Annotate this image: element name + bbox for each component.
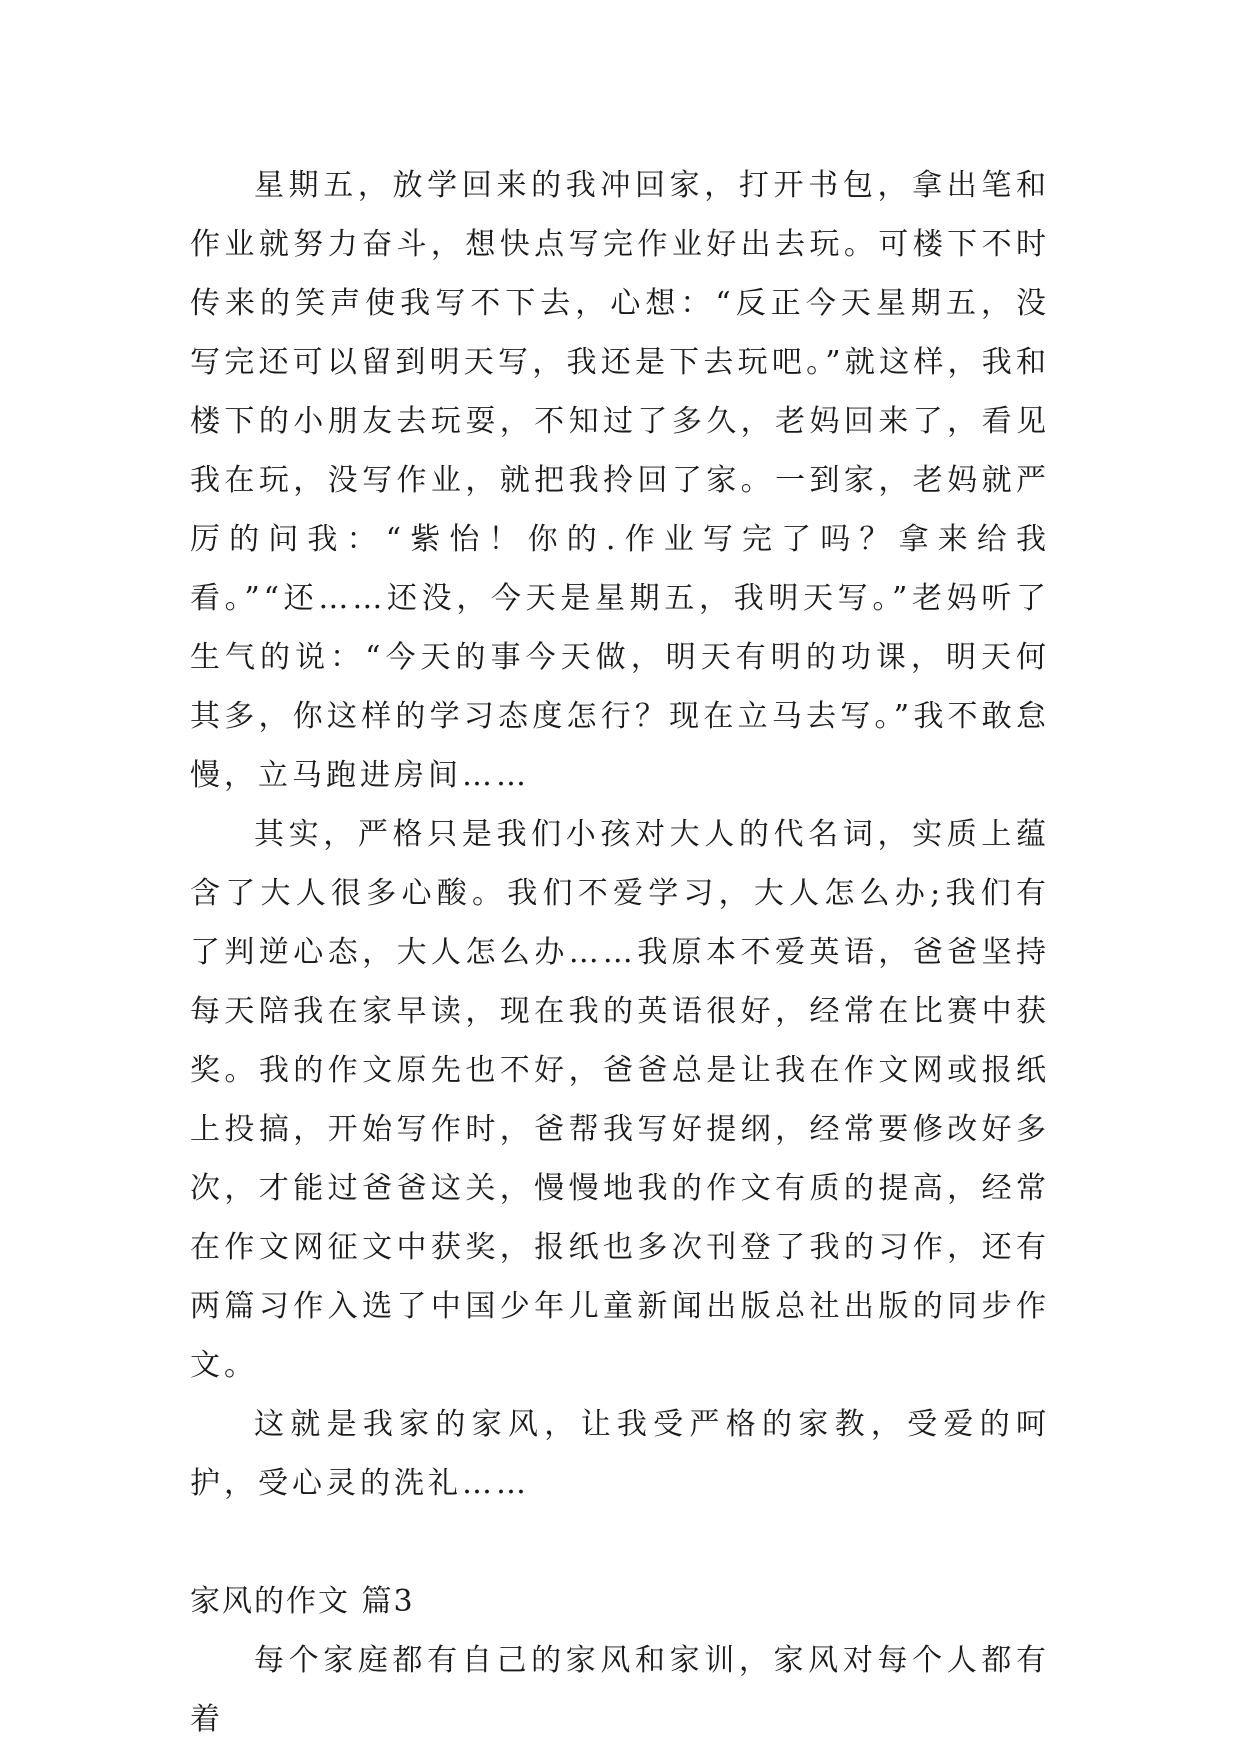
section-spacer (190, 1513, 1050, 1572)
section-paragraph: 每个家庭都有自己的家风和家训，家风对每个人都有着 (190, 1643, 1050, 1737)
document-body (190, 156, 1050, 1749)
section-heading: 家风的作文 篇3 (190, 1584, 415, 1619)
paragraph-1: 星期五，放学回来的我冲回家，打开书包，拿出笔和作业就努力奋斗，想快点写完作业好出去玩。可楼下不时传来的笑声使我写不下去，心想：“反正今天星期五，没写完还可以留到明天写，我还是下去玩吧。”就这样，我和楼下的小朋友去玩耍，不知过了多久，老妈回来了，看见我在玩，没写作业，就把我拎回了家。一到家，老妈就严厉的问我：“紫怡！你的.作业写完了吗？拿来给我看。”“还……还没，今天是星期五，我明天写。”老妈听了生气的说：“今天的事今天做，明天有明的功课，明天何其多，你这样的学习态度怎行？现在立马去写。”我不敢怠慢，立马跑进房间…… (190, 168, 1050, 793)
paragraph-2: 其实，严格只是我们小孩对大人的代名词，实质上蕴含了大人很多心酸。我们不爱学习，大人怎么办;我们有了判逆心态，大人怎么办……我原本不爱英语，爸爸坚持每天陪我在家早读，现在我的英语很好，经常在比赛中获奖。我的作文原先也不好，爸爸总是让我在作文网或报纸上投搞，开始写作时，爸帮我写好提纲，经常要修改好多次，才能过爸爸这关，慢慢地我的作文有质的提高，经常在作文网征文中获奖，报纸也多次刊登了我的习作，还有两篇习作入选了中国少年儿童新闻出版总社出版的同步作文。 (190, 817, 1050, 1383)
paragraph-3: 这就是我家的家风，让我受严格的家教，受爱的呵护，受心灵的洗礼…… (190, 1407, 1050, 1501)
